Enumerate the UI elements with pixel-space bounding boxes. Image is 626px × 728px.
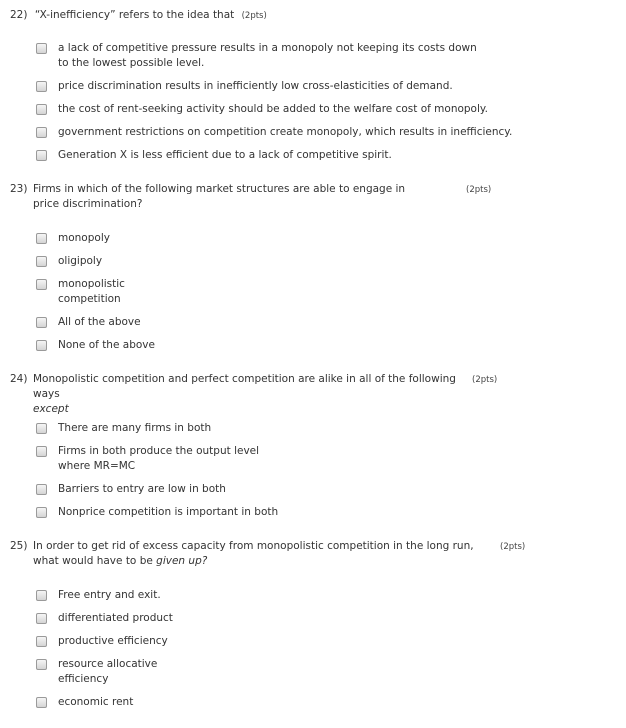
checkbox[interactable] [36,590,47,601]
question-text-wrap [33,539,483,569]
option-label: resource allocative efficiency [58,658,158,685]
option-label: economic rent [58,696,134,708]
checkbox[interactable] [36,636,47,647]
question-22-header [10,8,267,24]
option-label: a lack of competitive pressure results in a monopoly not keeping its costs down to the lowest possible level. [58,42,477,69]
checkbox[interactable] [36,659,47,670]
checkbox[interactable] [36,233,47,244]
question-number: 23) [10,183,28,195]
checkbox[interactable] [36,340,47,351]
question-text: Firms in which of the following market structures are able to engage in price discrimination? [33,183,406,210]
option-label: None of the above [58,339,155,351]
option-label: Barriers to entry are low in both [58,483,226,495]
checkbox[interactable] [36,81,47,92]
option-label: productive efficiency [58,635,168,647]
checkbox[interactable] [36,127,47,138]
option-label: government restrictions on competition create monopoly, which results in inefficiency. [58,126,513,138]
option-label: Generation X is less efficient due to a lack of competitive spirit. [58,149,392,161]
question-points: (2pts) [472,375,498,385]
option-label: All of the above [58,316,141,328]
checkbox[interactable] [36,613,47,624]
option-22-e[interactable] [36,148,536,163]
option-23-e[interactable] [36,338,176,353]
checkbox[interactable] [36,423,47,434]
checkbox[interactable] [36,697,47,708]
option-label: Free entry and exit. [58,589,161,601]
option-label: oligipoly [58,255,103,267]
checkbox[interactable] [36,484,47,495]
question-points: (2pts) [500,542,526,552]
question-points: (2pts) [466,185,492,195]
option-22-c[interactable] [36,102,556,117]
question-number: 25) [10,540,28,552]
option-label: the cost of rent-seeking activity should be added to the welfare cost of monopoly. [58,103,488,115]
checkbox[interactable] [36,317,47,328]
option-label: differentiated product [58,612,173,624]
option-24-d[interactable] [36,505,296,520]
option-22-a[interactable] [36,41,486,71]
question-number: 24) [10,373,28,385]
option-25-b[interactable] [36,611,236,626]
question-text: Monopolistic competition and perfect competition are alike in all of the following ways [33,373,456,400]
option-label: Nonprice competition is important in both [58,506,279,518]
option-25-e[interactable] [36,695,236,710]
option-24-a[interactable] [36,421,236,436]
checkbox[interactable] [36,507,47,518]
option-23-b[interactable] [36,254,156,269]
option-24-c[interactable] [36,482,276,497]
option-23-d[interactable] [36,315,176,330]
question-text: In order to get rid of excess capacity from monopolistic competition in the long run, what would have to be [33,540,474,567]
option-label: price discrimination results in inefficiently low cross-elasticities of demand. [58,80,453,92]
option-22-b[interactable] [36,79,536,94]
question-emphasis: given up? [156,555,208,567]
checkbox[interactable] [36,279,47,290]
option-25-c[interactable] [36,634,236,649]
option-25-a[interactable] [36,588,236,603]
checkbox[interactable] [36,256,47,267]
checkbox[interactable] [36,43,47,54]
option-23-a[interactable] [36,231,156,246]
option-label: monopolistic competition [58,278,125,305]
question-text-wrap [33,372,473,417]
option-label: There are many firms in both [58,422,212,434]
question-text: “X-inefficiency” refers to the idea that [34,9,235,21]
question-points: (2pts) [241,11,267,21]
option-25-d[interactable] [36,657,161,687]
option-label: Firms in both produce the output level where MR=MC [58,445,260,472]
question-emphasis: except [33,403,69,415]
option-22-d[interactable] [36,125,596,140]
checkbox[interactable] [36,446,47,457]
question-number: 22) [10,9,28,21]
option-23-c[interactable] [36,277,146,307]
option-label: monopoly [58,232,110,244]
option-24-b[interactable] [36,444,291,474]
checkbox[interactable] [36,104,47,115]
checkbox[interactable] [36,150,47,161]
